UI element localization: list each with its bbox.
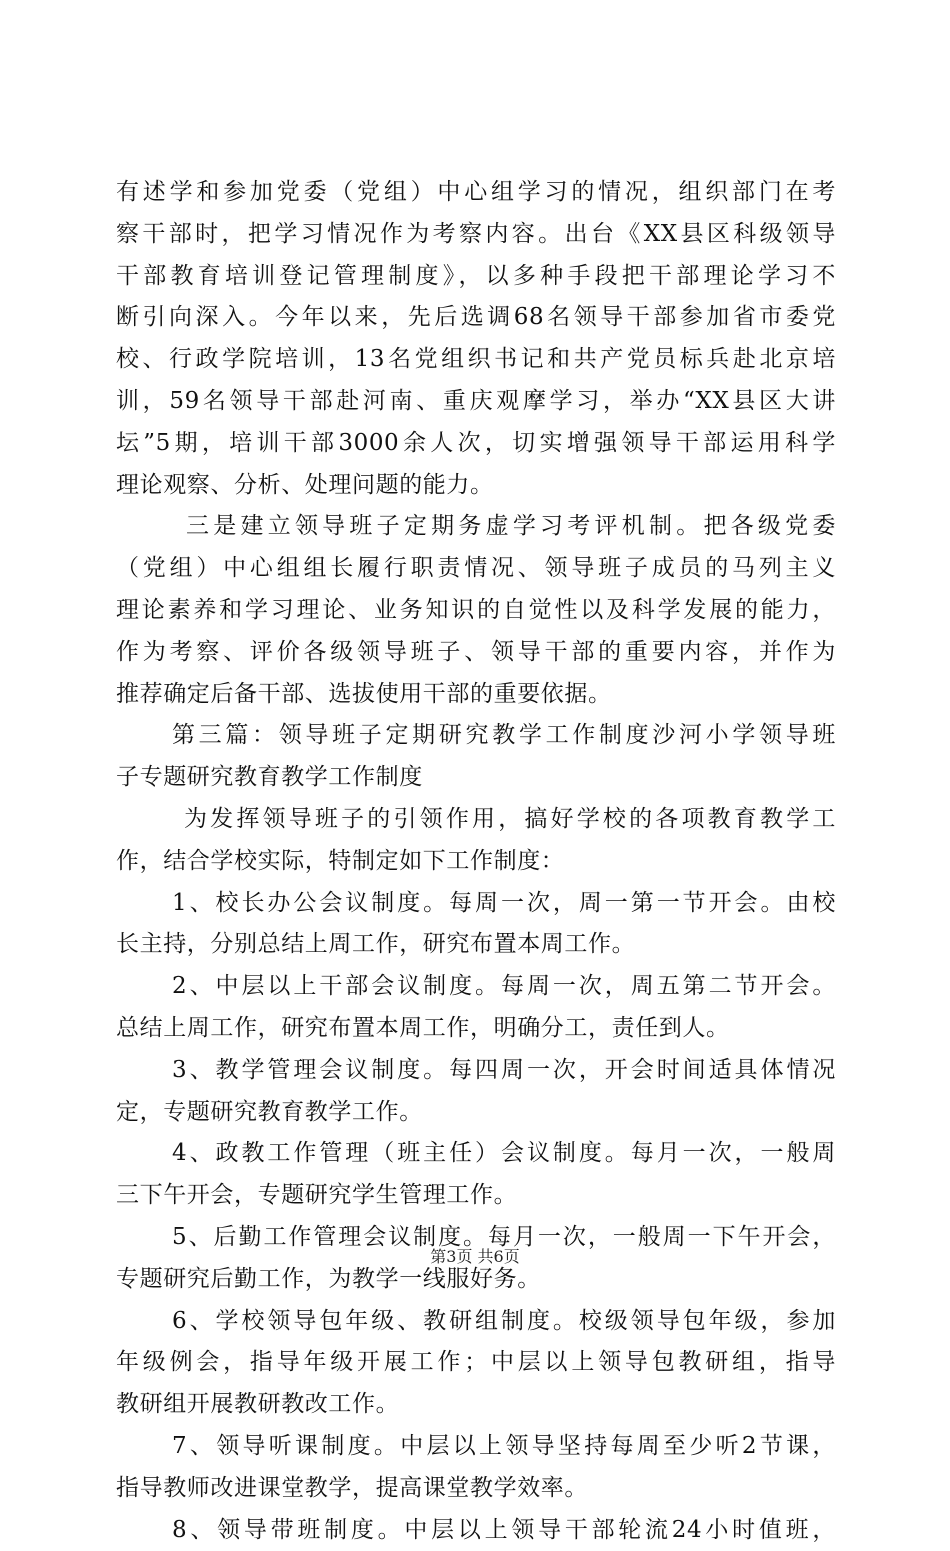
list-item: 6、学校领导包年级、教研组制度。校级领导包年级，参加 [116,1301,836,1343]
section-heading-cont: 子专题研究教育教学工作制度 [116,757,836,799]
list-item: 5、后勤工作管理会议制度。每月一次，一般周一下午开会， [116,1217,836,1259]
list-item: 7、领导听课制度。中层以上领导坚持每周至少听2节课， [116,1426,836,1468]
list-item: 4、政教工作管理（班主任）会议制度。每月一次，一般周 [116,1133,836,1175]
page-number-footer: 第3页 共6页 [0,1244,950,1267]
text-line: 三下午开会，专题研究学生管理工作。 [116,1175,836,1217]
text-line: 训，59名领导干部赴河南、重庆观摩学习，举办“XX县区大讲 [116,381,836,423]
list-item: 1、校长办公会议制度。每周一次，周一第一节开会。由校 [116,883,836,925]
text-line: 理论素养和学习理论、业务知识的自觉性以及科学发展的能力， [116,590,836,632]
text-line: 作，结合学校实际，特制定如下工作制度： [116,841,836,883]
text-line: 推荐确定后备干部、选拔使用干部的重要依据。 [116,674,836,716]
text-line: 察干部时，把学习情况作为考察内容。出台《XX县区科级领导 [116,214,836,256]
text-line: 年级例会，指导年级开展工作；中层以上领导包教研组，指导 [116,1342,836,1384]
section-heading: 第三篇：领导班子定期研究教学工作制度沙河小学领导班 [116,715,836,757]
text-line: 专题研究后勤工作，为教学一线服好务。 [116,1259,836,1301]
text-line: 坛”5期，培训干部3000余人次，切实增强领导干部运用科学 [116,423,836,465]
document-body [116,172,836,1551]
list-item: 8、领导带班制度。中层以上领导干部轮流24小时值班， [116,1510,836,1551]
text-line: 理论观察、分析、处理问题的能力。 [116,465,836,507]
text-line: 教研组开展教研教改工作。 [116,1384,836,1426]
text-line: 有述学和参加党委（党组）中心组学习的情况，组织部门在考 [116,172,836,214]
text-line: 总结上周工作，研究布置本周工作，明确分工，责任到人。 [116,1008,836,1050]
text-line: 定，专题研究教育教学工作。 [116,1092,836,1134]
text-line: 断引向深入。今年以来，先后选调68名领导干部参加省市委党 [116,297,836,339]
text-line: 校、行政学院培训，13名党组织书记和共产党员标兵赴北京培 [116,339,836,381]
paragraph-start: 为发挥领导班子的引领作用，搞好学校的各项教育教学工 [116,799,836,841]
text-line: 长主持，分别总结上周工作，研究布置本周工作。 [116,924,836,966]
paragraph-start: 三是建立领导班子定期务虚学习考评机制。把各级党委 [116,506,836,548]
text-line: 指导教师改进课堂教学，提高课堂教学效率。 [116,1468,836,1510]
list-item: 3、教学管理会议制度。每四周一次，开会时间适具体情况 [116,1050,836,1092]
text-line: （党组）中心组组长履行职责情况、领导班子成员的马列主义 [116,548,836,590]
list-item: 2、中层以上干部会议制度。每周一次，周五第二节开会。 [116,966,836,1008]
text-line: 作为考察、评价各级领导班子、领导干部的重要内容，并作为 [116,632,836,674]
text-line: 干部教育培训登记管理制度》，以多种手段把干部理论学习不 [116,256,836,298]
